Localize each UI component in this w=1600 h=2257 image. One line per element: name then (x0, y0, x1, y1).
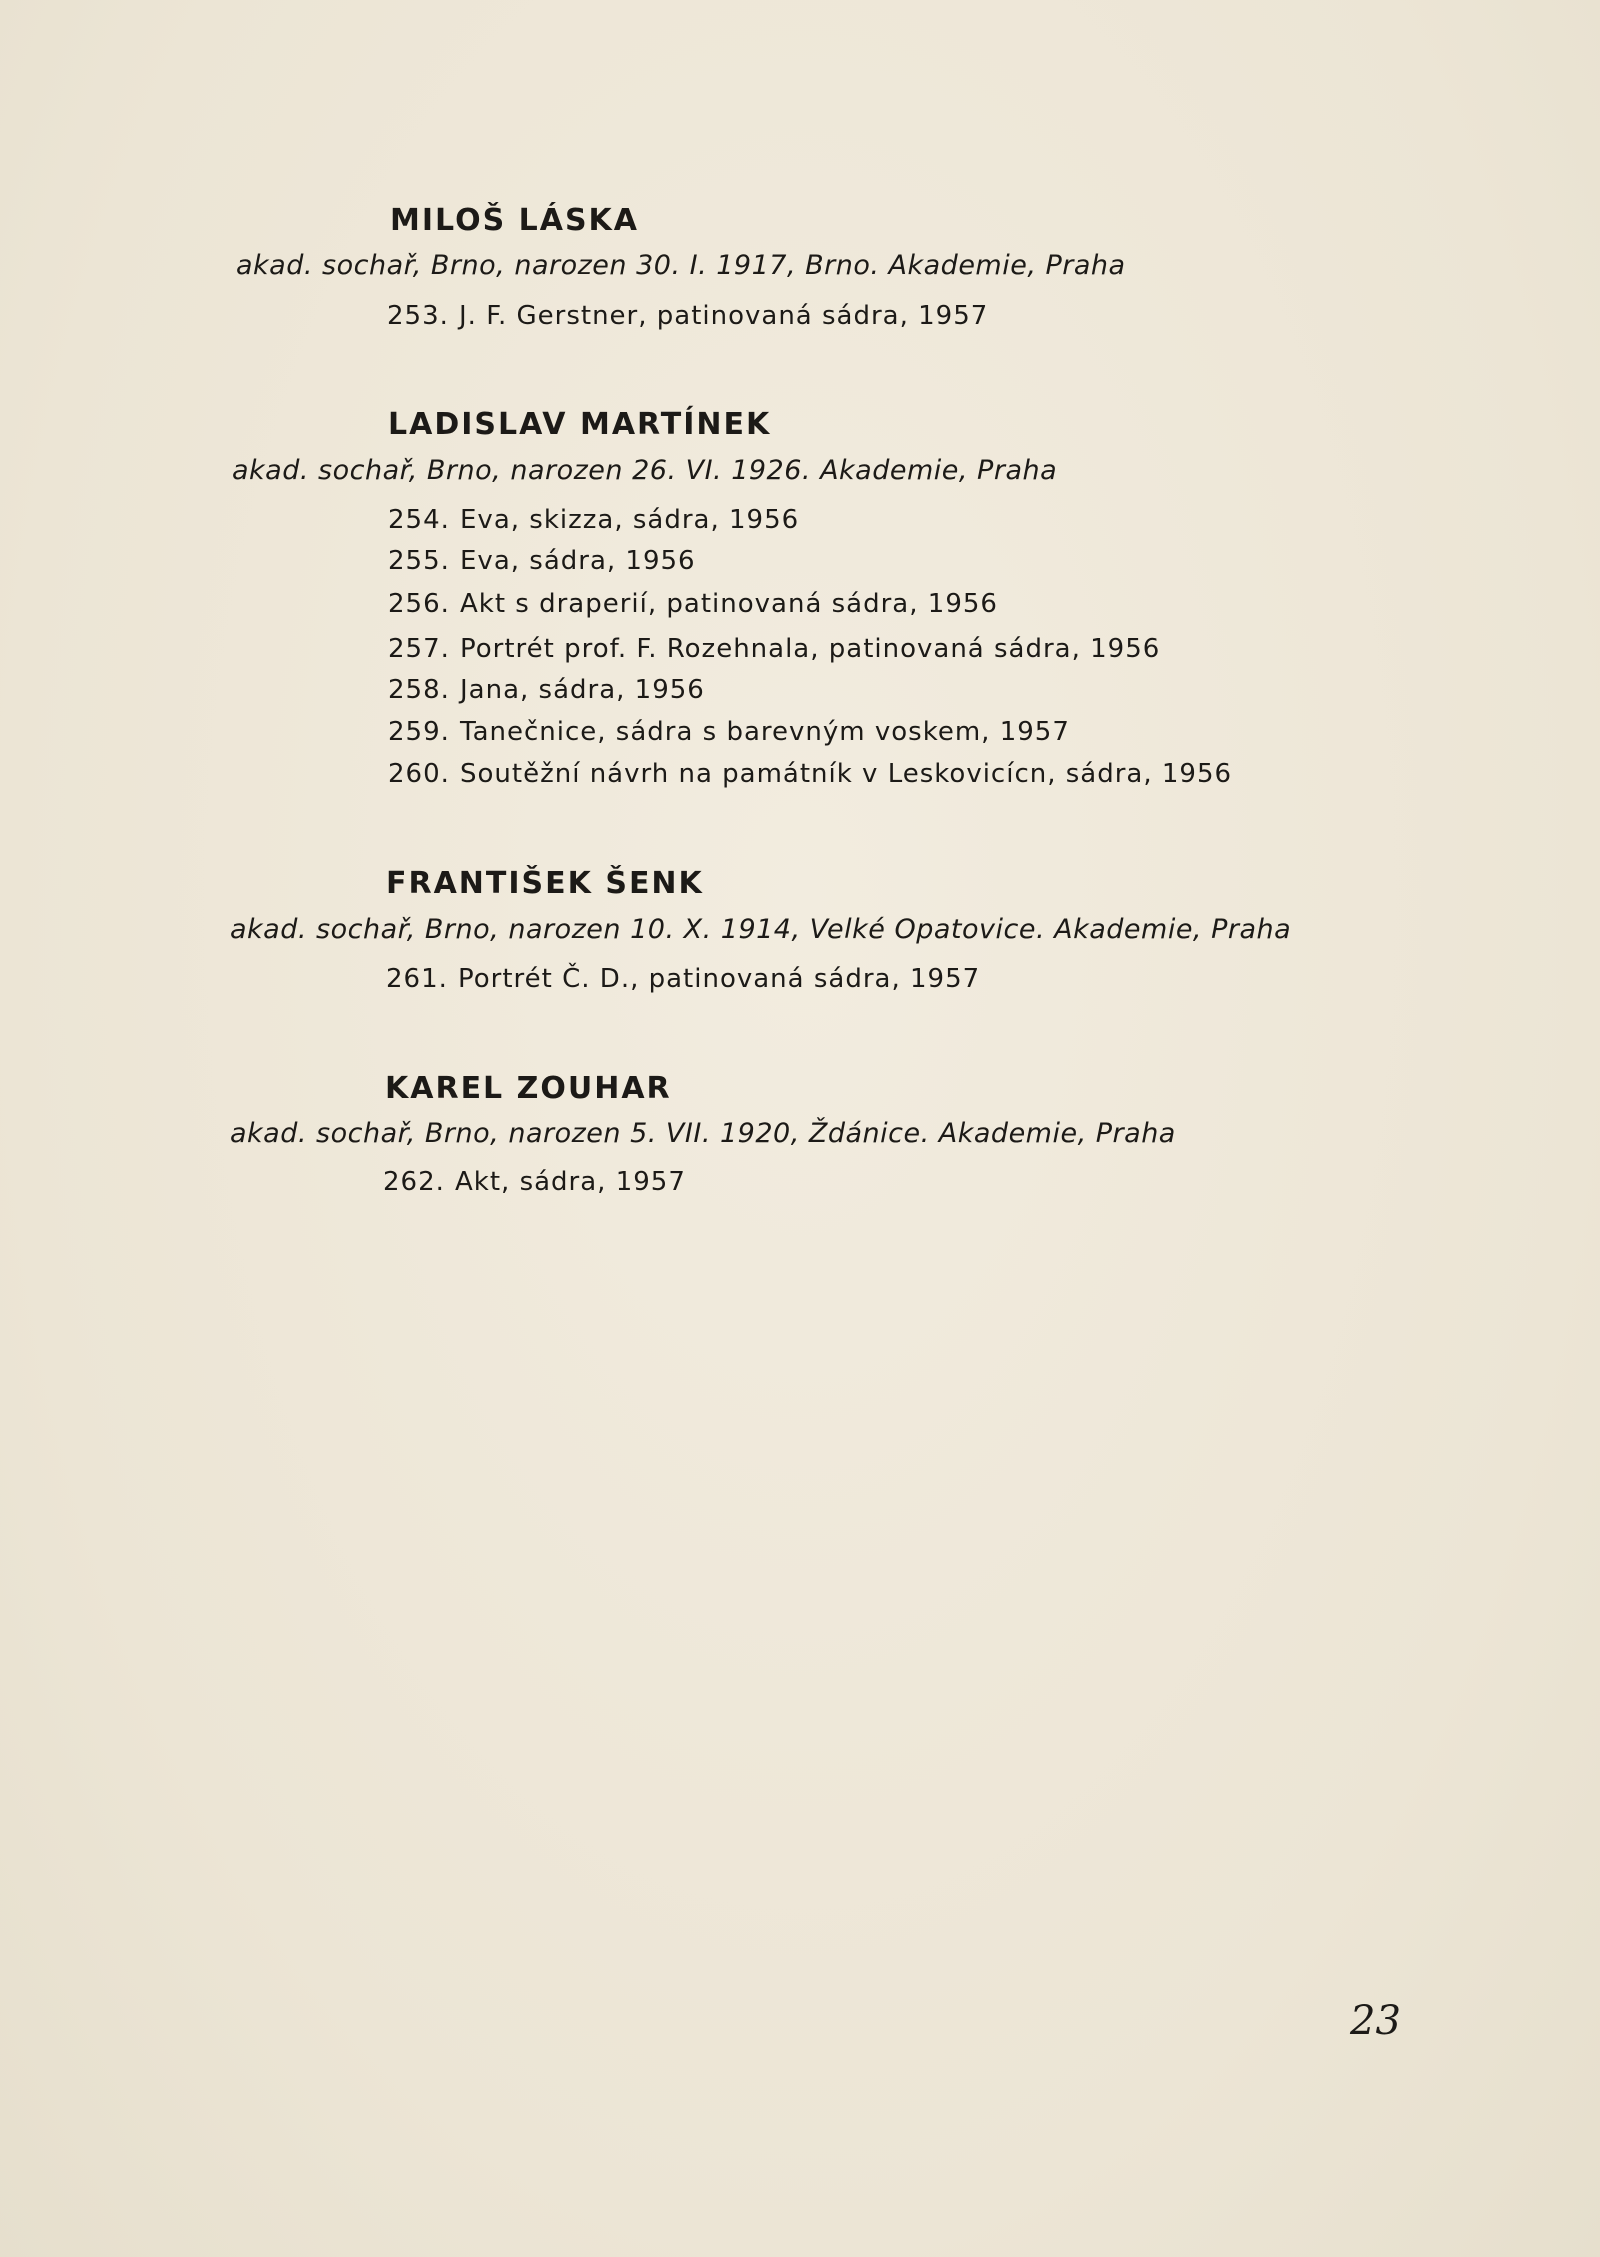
work-title: Eva, sádra, 1956 (460, 546, 696, 576)
artist-bio: akad. sochař, Brno, narozen 26. VI. 1926. Akademie, Praha (232, 455, 1058, 486)
work-number: 256. (388, 589, 450, 619)
work-number: 260. (388, 759, 450, 789)
artist-bio: akad. sochař, Brno, narozen 10. X. 1914, Velké Opatovice. Akademie, Praha (230, 914, 1292, 945)
work-title: Portrét Č. D., patinovaná sádra, 1957 (458, 964, 981, 994)
work-title: Eva, skizza, sádra, 1956 (460, 505, 800, 535)
work-item (386, 964, 980, 994)
work-item (388, 759, 1232, 789)
work-number: 255. (388, 546, 450, 576)
work-number: 258. (388, 675, 450, 705)
page-number: 23 (1350, 1998, 1401, 2044)
work-item (387, 301, 988, 331)
artist-name: LADISLAV MARTÍNEK (388, 407, 772, 442)
work-item (388, 505, 799, 535)
work-number: 254. (388, 505, 450, 535)
work-title: Soutěžní návrh na památník v Leskovicícn, sádra, 1956 (460, 759, 1233, 789)
work-title: Tanečnice, sádra s barevným voskem, 1957 (460, 717, 1070, 747)
work-title: Portrét prof. F. Rozehnala, patinovaná sádra, 1956 (460, 634, 1161, 664)
artist-bio: akad. sochař, Brno, narozen 5. VII. 1920, Ždánice. Akademie, Praha (230, 1118, 1176, 1149)
work-number: 262. (383, 1167, 445, 1197)
work-number: 261. (386, 964, 448, 994)
work-title: Jana, sádra, 1956 (460, 675, 705, 705)
work-item (388, 717, 1070, 747)
work-item (388, 589, 998, 619)
artist-name: FRANTIŠEK ŠENK (386, 866, 704, 901)
work-title: Akt s draperií, patinovaná sádra, 1956 (460, 589, 998, 619)
work-item (388, 675, 705, 705)
artist-name: KAREL ZOUHAR (385, 1071, 672, 1106)
work-title: Akt, sádra, 1957 (455, 1167, 686, 1197)
artist-name: MILOŠ LÁSKA (390, 203, 640, 238)
work-title: J. F. Gerstner, patinovaná sádra, 1957 (459, 301, 989, 331)
work-number: 253. (387, 301, 449, 331)
work-number: 257. (388, 634, 450, 664)
work-item (383, 1167, 686, 1197)
work-number: 259. (388, 717, 450, 747)
work-item (388, 634, 1160, 664)
artist-bio: akad. sochař, Brno, narozen 30. I. 1917, Brno. Akademie, Praha (236, 250, 1126, 281)
work-item (388, 546, 696, 576)
